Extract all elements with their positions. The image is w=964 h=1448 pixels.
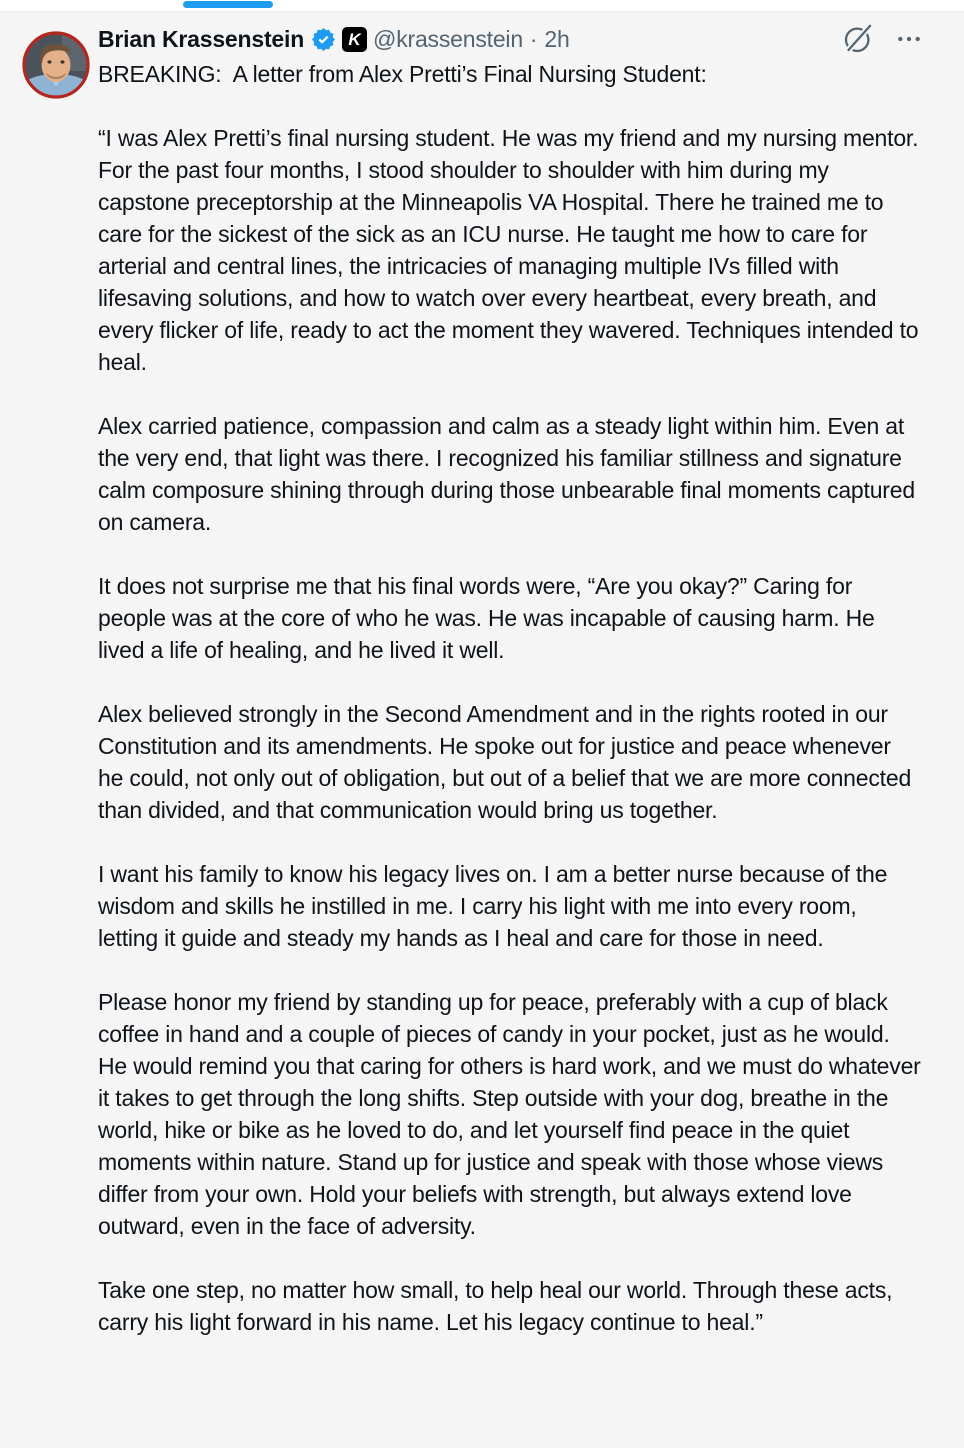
verified-badge-icon <box>311 27 336 52</box>
avatar[interactable] <box>22 31 90 99</box>
tweet-text-paragraph: Alex believed strongly in the Second Amendment and in the rights rooted in our Constitution and its amendments. He spoke out for justice and peace whenever he could, not only out of obligation, but out of a belief that we are more connected than divided, and that communication would bring us together. <box>98 701 912 823</box>
tweet-headline: BREAKING: A letter from Alex Pretti’s Final Nursing Student: <box>98 61 707 87</box>
meta-separator: · <box>529 25 538 52</box>
tweet-text-paragraph: Alex carried patience, compassion and calm as a steady light within him. Even at the very end, that light was there. I recognized his familiar stillness and signature calm composure shining through during those unbearable final moments captured on camera. <box>98 413 915 535</box>
tweet-header-row <box>98 22 922 56</box>
tweet-text-paragraph: Take one step, no matter how small, to help heal our world. Through these acts, carry his light forward in his name. Let his legacy continue to heal.” <box>98 1277 893 1335</box>
tweet-text-paragraph: I want his family to know his legacy lives on. I am a better nurse because of the wisdom and skills he instilled in me. I carry his light with me into every room, letting it guide and steady my hands as I heal and care for those in need. <box>98 861 888 951</box>
more-button[interactable] <box>896 26 922 52</box>
author-name[interactable]: Brian Krassenstein <box>98 25 305 52</box>
affiliate-badge-icon[interactable]: K <box>342 27 367 52</box>
tweet-text-paragraph: “I was Alex Pretti’s final nursing student. He was my friend and my nursing mentor. For the past four months, I stood shoulder to shoulder with him during my capstone preceptorship at the Minneapolis VA Hospital. There he trained me to care for the sickest of the sick as an ICU nurse. He taught me how to care for arterial and central lines, the intricacies of managing multiple IVs filled with lifesaving solutions, and how to watch over every heartbeat, every breath, and every flicker of life, ready to act the moment they wavered. Techniques intended to heal. <box>98 125 919 375</box>
avatar-photo <box>22 31 90 99</box>
tweet-text <box>98 58 922 1338</box>
sticky-header-strip <box>0 0 964 11</box>
more-ellipsis-icon <box>896 26 922 52</box>
tweet-text-paragraph: It does not surprise me that his final words were, “Are you okay?” Caring for people was at the core of who he was. He was incapable of causing harm. He lived a life of healing, and he lived it well. <box>98 573 875 663</box>
grok-slashed-circle-icon <box>842 23 874 55</box>
active-tab-indicator <box>183 1 273 8</box>
tweet-text-paragraph: Please honor my friend by standing up for peace, preferably with a cup of black coffee in hand and a couple of pieces of candy in your pocket, just as he would. He would remind you that caring for others is hard work, and we must do whatever it takes to get through the long shifts. Step outside with your dog, breathe in the world, hike or bike as he loved to do, and let yourself find peace in the quiet moments within nature. Stand up for justice and speak with those whose views differ from your own. Hold your beliefs with strength, but always extend love outward, even in the face of adversity. <box>98 989 921 1239</box>
tweet-post <box>0 11 964 1448</box>
author-meta <box>373 26 570 53</box>
grok-button[interactable] <box>842 23 874 55</box>
author-handle[interactable]: @krassenstein <box>373 25 523 52</box>
tweet-header-actions <box>842 23 922 55</box>
tweet-timestamp[interactable]: 2h <box>544 25 570 52</box>
